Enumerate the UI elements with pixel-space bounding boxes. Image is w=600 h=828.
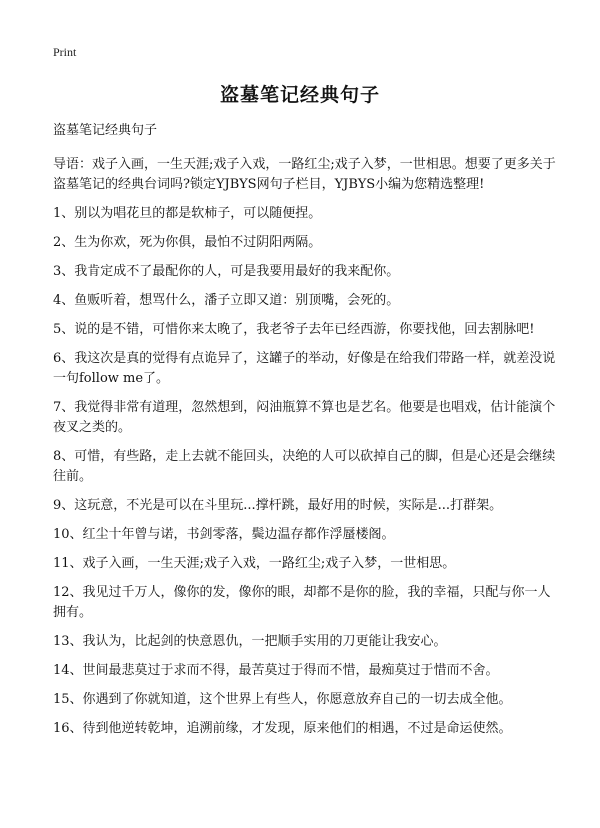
quote-item-13: 13、我认为，比起剑的快意恩仇，一把顺手实用的刀更能让我安心。 bbox=[53, 634, 447, 649]
document-body bbox=[53, 121, 560, 748]
quote-item-3: 3、我肯定成不了最配你的人，可是我要用最好的我来配你。 bbox=[53, 264, 400, 279]
quote-item-1: 1、别以为唱花旦的都是软柿子，可以随便捏。 bbox=[53, 206, 322, 221]
quote-item-4: 4、鱼贩听着，想骂什么，潘子立即又道：别顶嘴，会死的。 bbox=[53, 293, 400, 308]
quote-item-16: 16、待到他逆转乾坤，追溯前缘，才发现，原来他们的相遇，不过是命运使然。 bbox=[53, 721, 512, 736]
quote-item-9: 9、这玩意，不光是可以在斗里玩...撑杆跳，最好用的时候，实际是...打群架。 bbox=[53, 498, 503, 513]
quote-item-14: 14、世间最悲莫过于求而不得，最苦莫过于得而不惜，最痴莫过于惜而不舍。 bbox=[53, 663, 499, 678]
quote-item-2: 2、生为你欢，死为你俱，最怕不过阴阳两隔。 bbox=[53, 235, 322, 250]
intro-paragraph: 导语：戏子入画，一生天涯;戏子入戏，一路红尘;戏子入梦，一世相思。想要了更多关于盗墓笔记的经典台词吗?锁定YJBYS网句子栏目，YJBYS小编为您精选整理! bbox=[53, 157, 556, 192]
quote-item-5: 5、说的是不错，可惜你来太晚了，我老爷子去年已经西游，你要找他，回去割脉吧! bbox=[53, 322, 535, 337]
quote-item-8: 8、可惜，有些路，走上去就不能回头，决绝的人可以砍掉自己的脚，但是心还是会继续往前。 bbox=[53, 449, 556, 484]
quote-item-12: 12、我见过千万人，像你的发，像你的眼，却都不是你的脸，我的幸福，只配与你一人拥有。 bbox=[53, 585, 551, 620]
quote-item-15: 15、你遇到了你就知道，这个世界上有些人，你愿意放弃自己的一切去成全他。 bbox=[53, 692, 512, 707]
quote-item-6: 6、我这次是真的觉得有点诡异了，这罐子的举动，好像是在给我们带路一样，就差没说一句follow me了。 bbox=[53, 351, 556, 386]
page-title: 盗墓笔记经典句子 bbox=[219, 84, 380, 106]
document-subtitle: 盗墓笔记经典句子 bbox=[53, 123, 158, 138]
print-label: Print bbox=[53, 45, 77, 59]
quote-item-10: 10、红尘十年曾与诺，书剑零落，鬓边温存都作浮蜃楼阁。 bbox=[53, 527, 395, 542]
quote-item-7: 7、我觉得非常有道理，忽然想到，闷油瓶算不算也是艺名。他要是也唱戏，估计能演个夜叉之类的。 bbox=[53, 400, 556, 435]
quote-item-11: 11、戏子入画，一生天涯;戏子入戏，一路红尘;戏子入梦，一世相思。 bbox=[53, 556, 456, 571]
